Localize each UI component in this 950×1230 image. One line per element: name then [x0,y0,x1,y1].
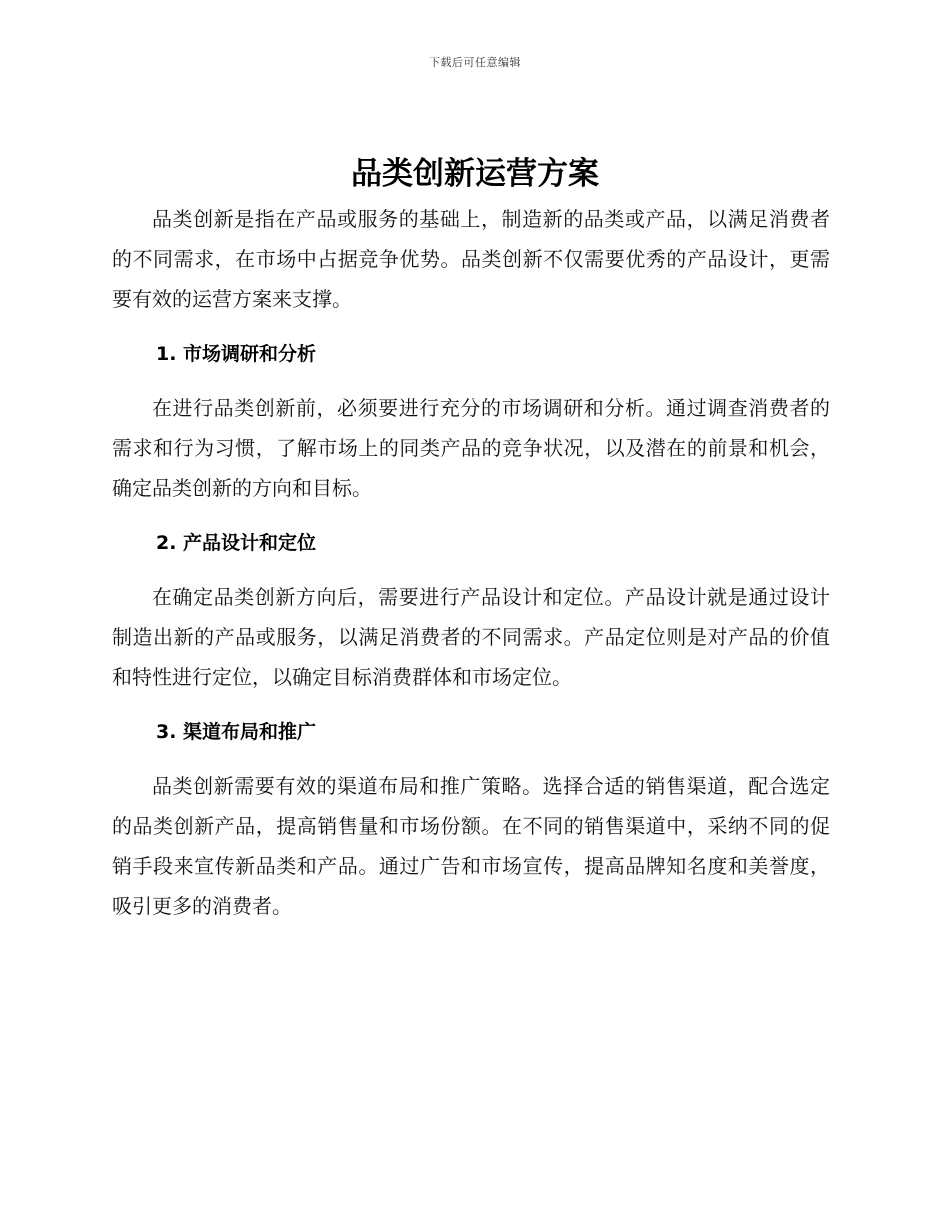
section-product-design [112,523,830,697]
section-paragraph: 在确定品类创新方向后，需要进行产品设计和定位。产品设计就是通过设计制造出新的产品或服务，以满足消费者的不同需求。产品定位则是对产品的价值和特性进行定位，以确定目标消费群体和市场定位。 [112,585,830,689]
section-channel-promotion [112,712,830,926]
section-heading: 2. 产品设计和定位 [156,532,317,554]
section-market-research [112,334,830,508]
section-heading: 1. 市场调研和分析 [156,343,317,365]
document-body [112,199,830,926]
section-paragraph: 品类创新需要有效的渠道布局和推广策略。选择合适的销售渠道，配合选定的品类创新产品，提高销售量和市场份额。在不同的销售渠道中，采纳不同的促销手段来宣传新品类和产品。通过广告和市场宣传，提高品牌知名度和美誉度，吸引更多的消费者。 [112,774,830,918]
section-heading: 3. 渠道布局和推广 [156,721,317,743]
header-note: 下载后可任意编辑 [429,56,521,69]
document-title: 品类创新运营方案 [351,156,599,192]
section-paragraph: 在进行品类创新前，必须要进行充分的市场调研和分析。通过调查消费者的需求和行为习惯，了解市场上的同类产品的竞争状况，以及潜在的前景和机会，确定品类创新的方向和目标。 [112,396,830,500]
intro-paragraph: 品类创新是指在产品或服务的基础上，制造新的品类或产品，以满足消费者的不同需求，在市场中占据竞争优势。品类创新不仅需要优秀的产品设计，更需要有效的运营方案来支撑。 [112,207,830,311]
